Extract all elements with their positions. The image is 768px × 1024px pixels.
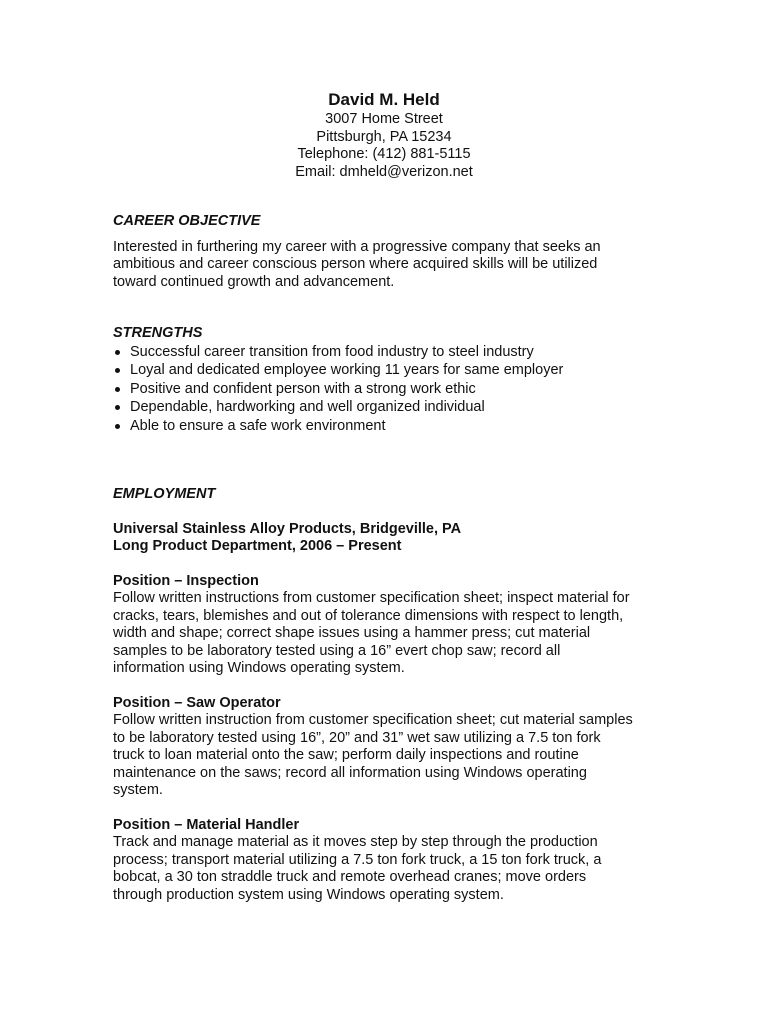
strength-text: Successful career transition from food industry to steel industry (130, 343, 534, 360)
section-title-employment: EMPLOYMENT (113, 486, 216, 502)
position-line: cracks, tears, blemishes and out of tolerance dimensions with respect to length, (113, 607, 624, 624)
strengths-section (113, 325, 673, 435)
strength-text: Positive and confident person with a strong work ethic (130, 380, 476, 397)
list-item (113, 398, 673, 417)
position-title: Position – Material Handler (113, 816, 300, 833)
position-line: samples to be laboratory tested using a 16” evert chop saw; record all (113, 642, 561, 659)
objective-line: toward continued growth and advancement. (113, 273, 395, 290)
position-line: width and shape; correct shape issues using a hammer press; cut material (113, 625, 591, 641)
strength-text: Dependable, hardworking and well organized individual (130, 399, 485, 415)
position-line: Follow written instruction from customer specification sheet; cut material samples (113, 712, 633, 728)
position-line: to be laboratory tested using 16”, 20” and 31” wet saw utilizing a 7.5 ton fork (113, 729, 601, 746)
section-title-objective: CAREER OBJECTIVE (113, 213, 261, 229)
career-objective-section (113, 213, 673, 291)
employment-section (113, 486, 673, 904)
department-dates: Long Product Department, 2006 – Present (113, 538, 402, 554)
bullet-icon (115, 368, 120, 373)
position-line: through production system using Windows operating system. (113, 886, 504, 903)
position-line: system. (113, 782, 163, 798)
position-title: Position – Saw Operator (113, 694, 281, 711)
applicant-name: David M. Held (328, 90, 440, 109)
objective-line: Interested in furthering my career with a progressive company that seeks an (113, 238, 601, 255)
strength-text: Able to ensure a safe work environment (130, 417, 386, 434)
position-line: maintenance on the saws; record all information using Windows operating (113, 764, 587, 781)
bullet-icon (115, 387, 120, 392)
strengths-list (113, 343, 673, 436)
position-title: Position – Inspection (113, 572, 259, 589)
strength-text: Loyal and dedicated employee working 11 years for same employer (130, 362, 564, 378)
email: Email: dmheld@verizon.net (295, 163, 473, 180)
list-item (113, 361, 673, 380)
position-line: Follow written instructions from customer specification sheet; inspect material for (113, 590, 630, 606)
section-title-strengths: STRENGTHS (113, 325, 203, 341)
list-item (113, 417, 673, 436)
list-item (113, 380, 673, 399)
position-line: process; transport material utilizing a 7.5 ton fork truck, a 15 ton fork truck, a (113, 851, 602, 868)
contact-header (0, 90, 768, 181)
position-line: information using Windows operating system. (113, 660, 405, 676)
telephone: Telephone: (412) 881-5115 (297, 146, 471, 162)
position-line: bobcat, a 30 ton straddle truck and remote overhead cranes; move orders (113, 869, 587, 885)
street-address: 3007 Home Street (325, 111, 443, 127)
position-line: truck to loan material onto the saw; perform daily inspections and routine (113, 747, 579, 763)
objective-line: ambitious and career conscious person where acquired skills will be utilized (113, 256, 598, 272)
city-state-zip: Pittsburgh, PA 15234 (316, 128, 452, 145)
position-line: Track and manage material as it moves step by step through the production (113, 834, 598, 850)
list-item (113, 343, 673, 362)
bullet-icon (115, 424, 120, 429)
company-name: Universal Stainless Alloy Products, Bridgeville, PA (113, 520, 462, 537)
bullet-icon (115, 405, 120, 410)
bullet-icon (115, 350, 120, 355)
